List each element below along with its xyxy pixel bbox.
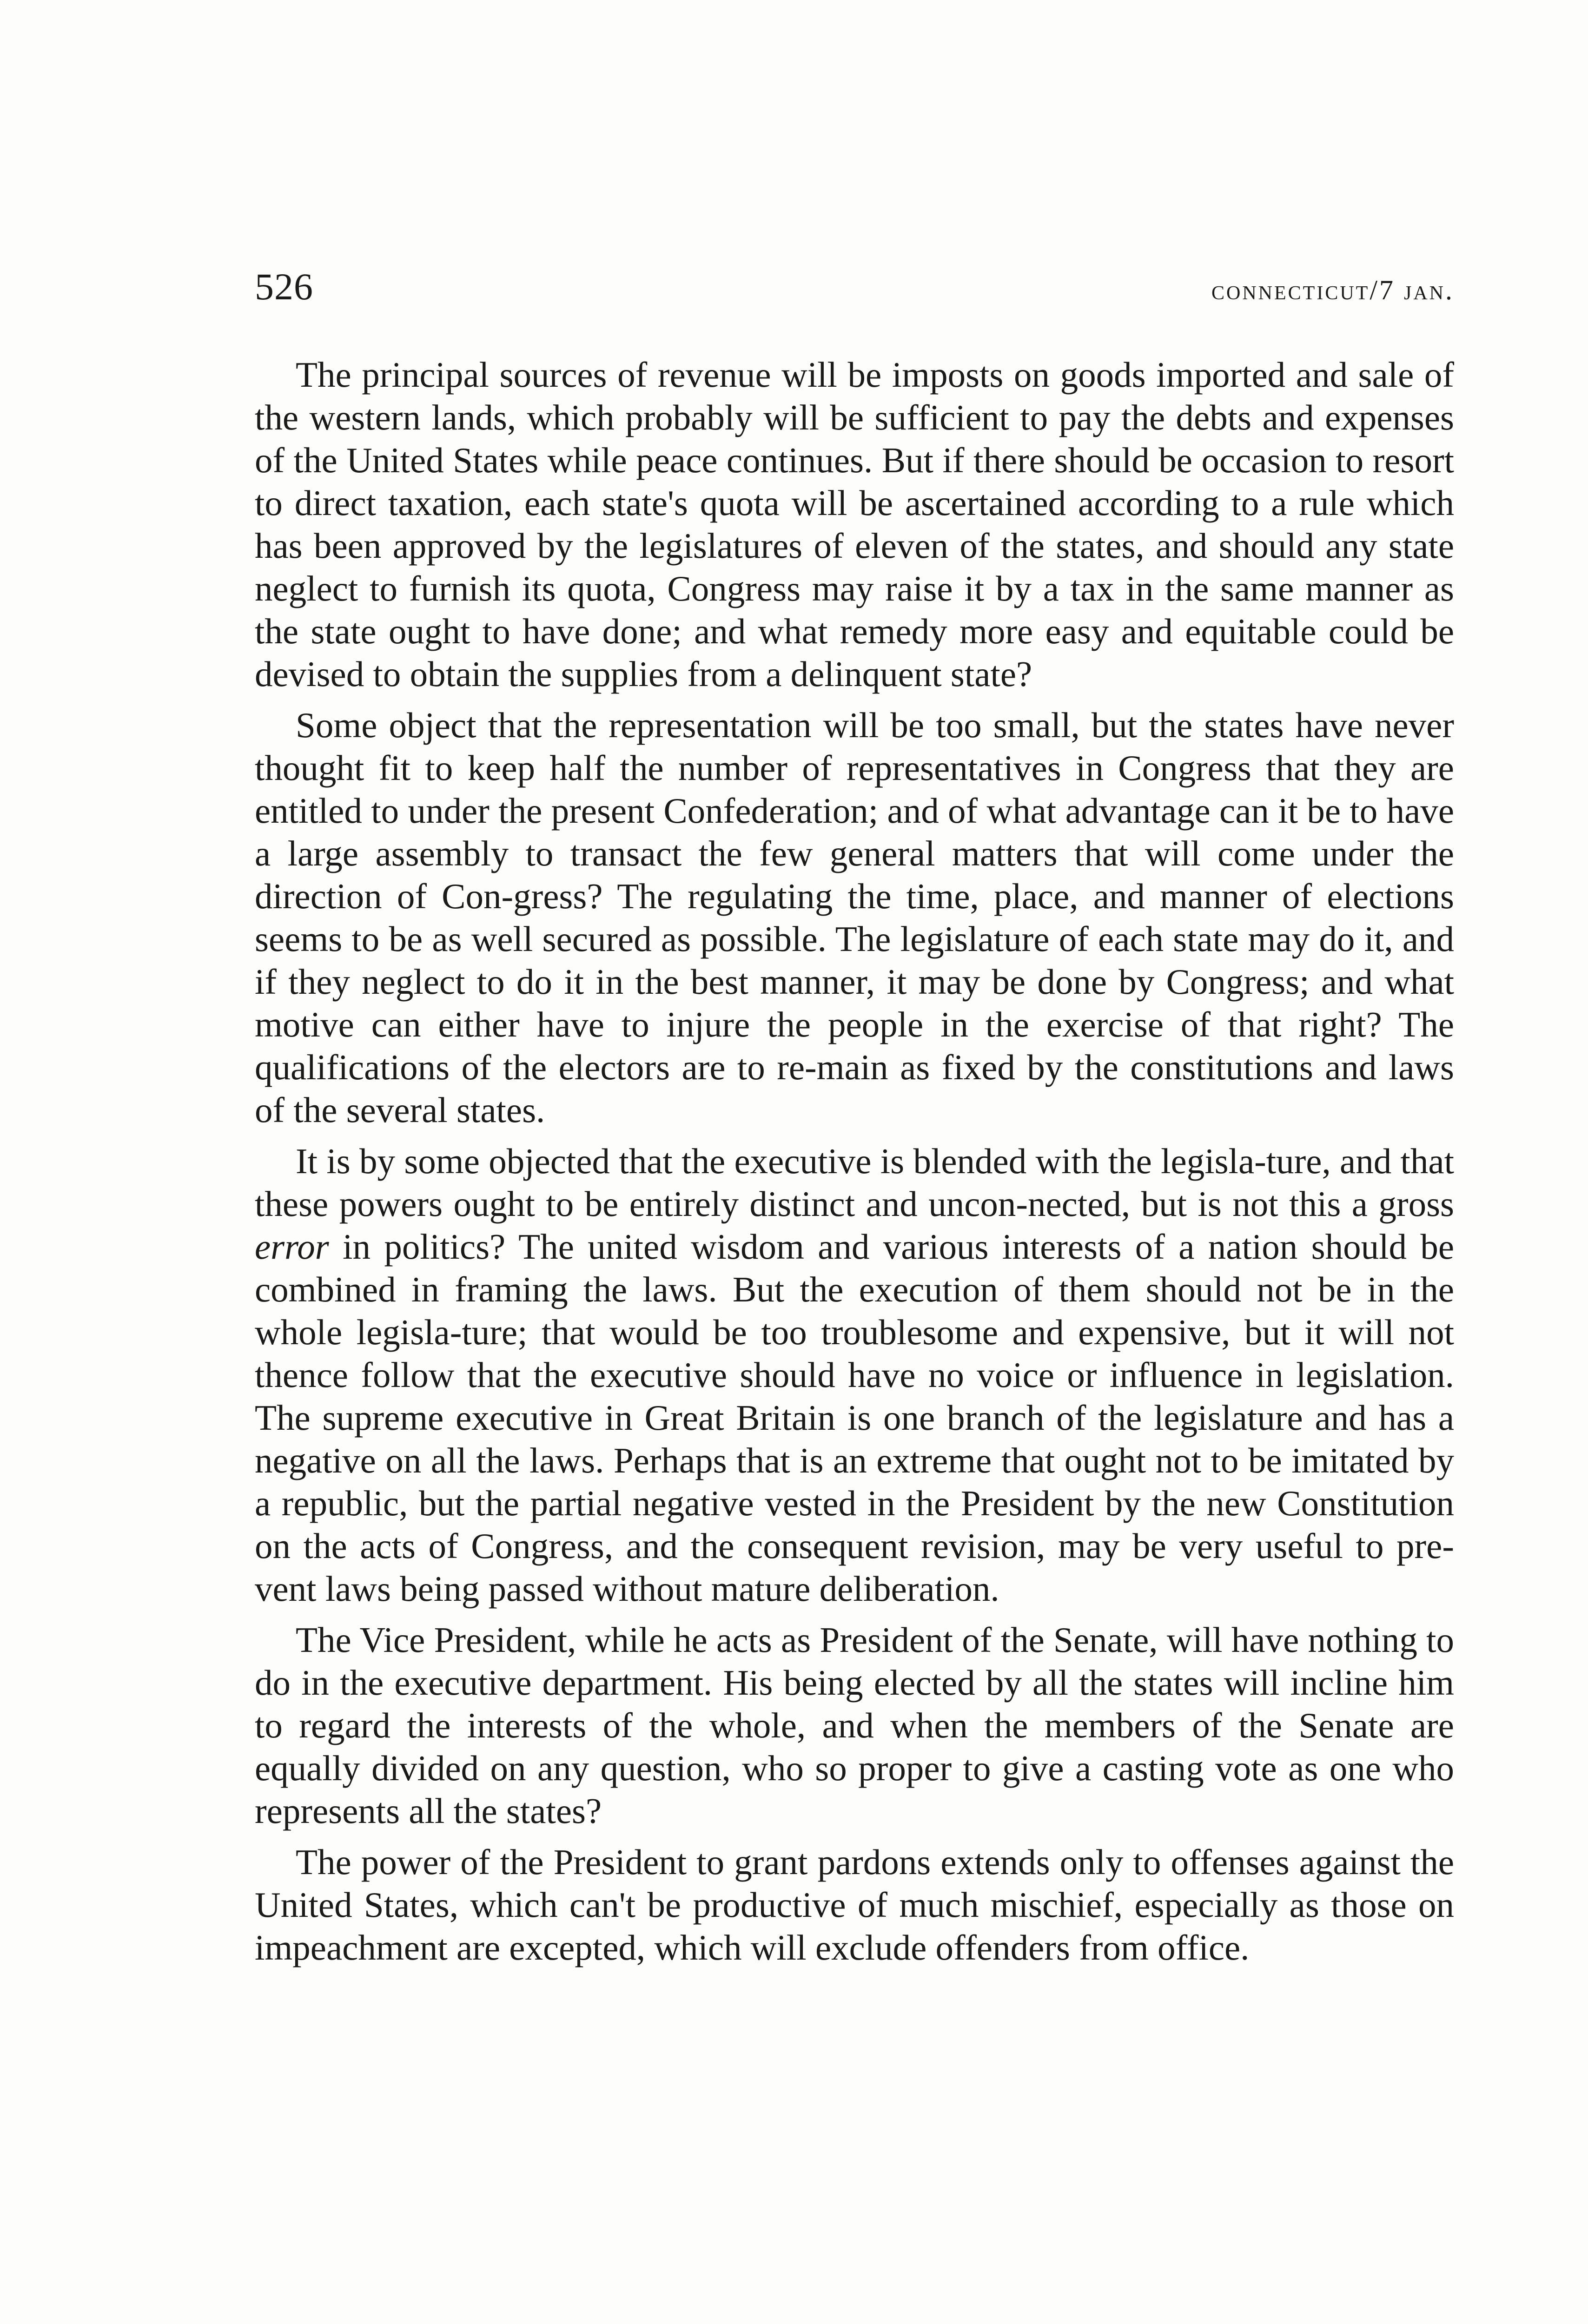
paragraph-pardons: The power of the President to grant pardons extends only to offenses against the United States, which can't be productive of much mischief, especially as those on impeachment are excepted, which will exclude offenders from office. bbox=[255, 1842, 1454, 1967]
running-head bbox=[255, 265, 1454, 316]
running-title: connecticut/7 jan. bbox=[1211, 275, 1454, 305]
emphasis-error: error bbox=[255, 1227, 329, 1267]
body-text bbox=[255, 353, 1454, 1977]
paragraph-vice-president: The Vice President, while he acts as President of the Senate, will have nothing to do in the executive department. His being elected by all the states will incline him to regard the interests of the whole, and when the members of the Senate are equally divided on any question, who so proper to give a casting vote as one who represents all the states? bbox=[255, 1620, 1454, 1831]
paragraph-revenue: The principal sources of revenue will be imposts on goods imported and sale of the western lands, which probably will be sufficient to pay the debts and expenses of the United States while peace continues. But if there should be occasion to resort to direct taxation, each state's quota will be ascertained according to a rule which has been approved by the legislatures of eleven of the states, and should any state neglect to furnish its quota, Congress may raise it by a tax in the same manner as the state ought to have done; and what remedy more easy and equitable could be devised to obtain the supplies from a delinquent state? bbox=[255, 355, 1454, 694]
paragraph-executive-text-before: It is by some objected that the executive is blended with the legisla-ture, and that these powers ought to be entirely distinct and uncon-nected, but is not this a gross bbox=[255, 1141, 1454, 1224]
paragraph-executive bbox=[255, 1140, 1454, 1610]
paragraph-representation: Some object that the representation will be too small, but the states have never thought fit to keep half the number of representatives in Congress that they are entitled to under the present Confederation; and of what advantage can it be to have a large assembly to transact the few general matters that will come under the direction of Con-gress? The regulating the time, place, and manner of elections seems to be as well secured as possible. The legislature of each state may do it, and if they neglect to do it in the best manner, it may be done by Congress; and what motive can either have to injure the people in the exercise of that right? The qualifications of the electors are to re-main as fixed by the constitutions and laws of the several states. bbox=[255, 705, 1454, 1130]
paragraph-executive-text-after: in politics? The united wisdom and various interests of a nation should be combined in framing the laws. But the execution of them should not be in the whole legisla-ture; that would be too troublesome and expensive, but it will not thence follow that the executive should have no voice or influence in legislation. The supreme executive in Great Britain is one branch of the legislature and has a negative on all the laws. Perhaps that is an extreme that ought not to be imitated by a republic, but the partial negative vested in the President by the new Constitution on the acts of Congress, and the consequent revision, may be very useful to pre-vent laws being passed without mature deliberation. bbox=[255, 1227, 1454, 1609]
page-number: 526 bbox=[255, 265, 313, 308]
